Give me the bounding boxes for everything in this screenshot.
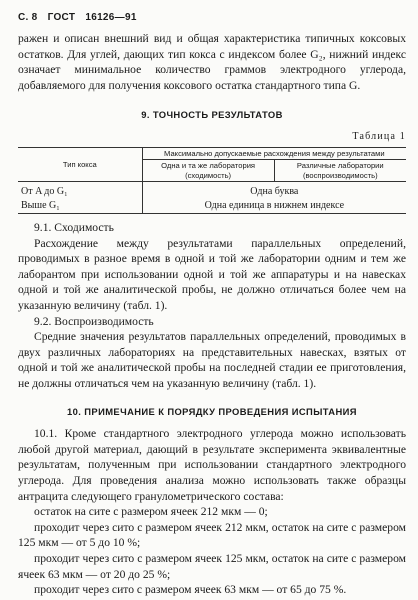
list-item: остаток на сите с размером ячеек 212 мкм — 0; bbox=[34, 505, 268, 519]
section-10-heading: 10. ПРИМЕЧАНИЕ К ПОРЯДКУ ПРОВЕДЕНИЯ ИСПЫТАНИЯ bbox=[67, 405, 357, 417]
table-label: Таблица 1 bbox=[352, 130, 406, 142]
page-header bbox=[18, 12, 144, 23]
section-9-heading: 9. ТОЧНОСТЬ РЕЗУЛЬТАТОВ bbox=[141, 109, 283, 121]
precision-table bbox=[18, 147, 406, 215]
page-content bbox=[18, 31, 406, 598]
table-cell-type: Выше G₁ bbox=[18, 199, 142, 214]
paragraph-10-1: 10.1. Кроме стандартного электродного углерода можно использовать любой другой материал, дающий в результате эксперимента эквивалентные результатам, полученным при использовании стандартного электродного углерода. Для проведения анализа можно использовать также образцы антрацита следующего гранулометрического состава: bbox=[18, 427, 406, 503]
table-header-coke-type: Тип кокса bbox=[18, 147, 142, 182]
page-number: С. 8 bbox=[18, 12, 38, 23]
subsection-9-1-title: 9.1. Сходимость bbox=[34, 221, 114, 235]
table-header-repeatability: Одна и та же лаборатория (сходимость) bbox=[142, 160, 274, 182]
list-item: проходит через сито с размером ячеек 125 мкм, остаток на сите с размером ячеек 63 мкм — от 20 до 25 %; bbox=[18, 551, 406, 581]
table-cell-value: Одна единица в нижнем индексе bbox=[142, 199, 406, 214]
table-cell-value: Одна буква bbox=[250, 186, 299, 198]
table-header-group: Максимально допускаемые расхождения между результатами bbox=[142, 147, 406, 160]
table-row bbox=[18, 182, 406, 200]
subsection-9-2-text: Средние значения результатов параллельных определений, проводимых в двух различных лабораториях на представительных навесках, взятых от одной и той же аналитической пробы на последней стадии ее приготовления, не должны отличаться чем на указанную величину (табл. 1). bbox=[18, 330, 406, 390]
gost-label: ГОСТ bbox=[47, 12, 76, 23]
subsection-9-1-text: Расхождение между результатами параллельных определений, проводимых в разное время в одной и той же лаборатории одним и тем же лаборантом при использовании одной и той же аппаратуры и на навесках одной и той же аналитической пробы, не должно отличаться более чем на указанную величину (табл. 1). bbox=[18, 236, 406, 313]
gost-number: 16126—91 bbox=[85, 12, 137, 23]
subsection-9-2-title: 9.2. Воспроизводимость bbox=[34, 314, 154, 328]
table-cell-type: От A до G₁ bbox=[18, 182, 142, 200]
table-row bbox=[18, 199, 406, 214]
list-item: проходит через сито с размером ячеек 212 мкм, остаток на сите с размером 125 мкм — от 5 до 10 %; bbox=[18, 520, 406, 550]
list-item: проходит через сито с размером ячеек 63 мкм — от 65 до 75 %. bbox=[34, 583, 347, 597]
intro-paragraph: ражен и описан внешний вид и общая характеристика типичных коксовых остатков. Для углей, дающих тип кокса с индексом более G₂, нижний индекс означает минимальное количество граммов электродного углерода, добавляемого для получения коксового остатка стандартного типа G. bbox=[18, 32, 406, 92]
table-header-reproducibility: Различные лаборатории (воспроизводимость) bbox=[274, 160, 406, 182]
